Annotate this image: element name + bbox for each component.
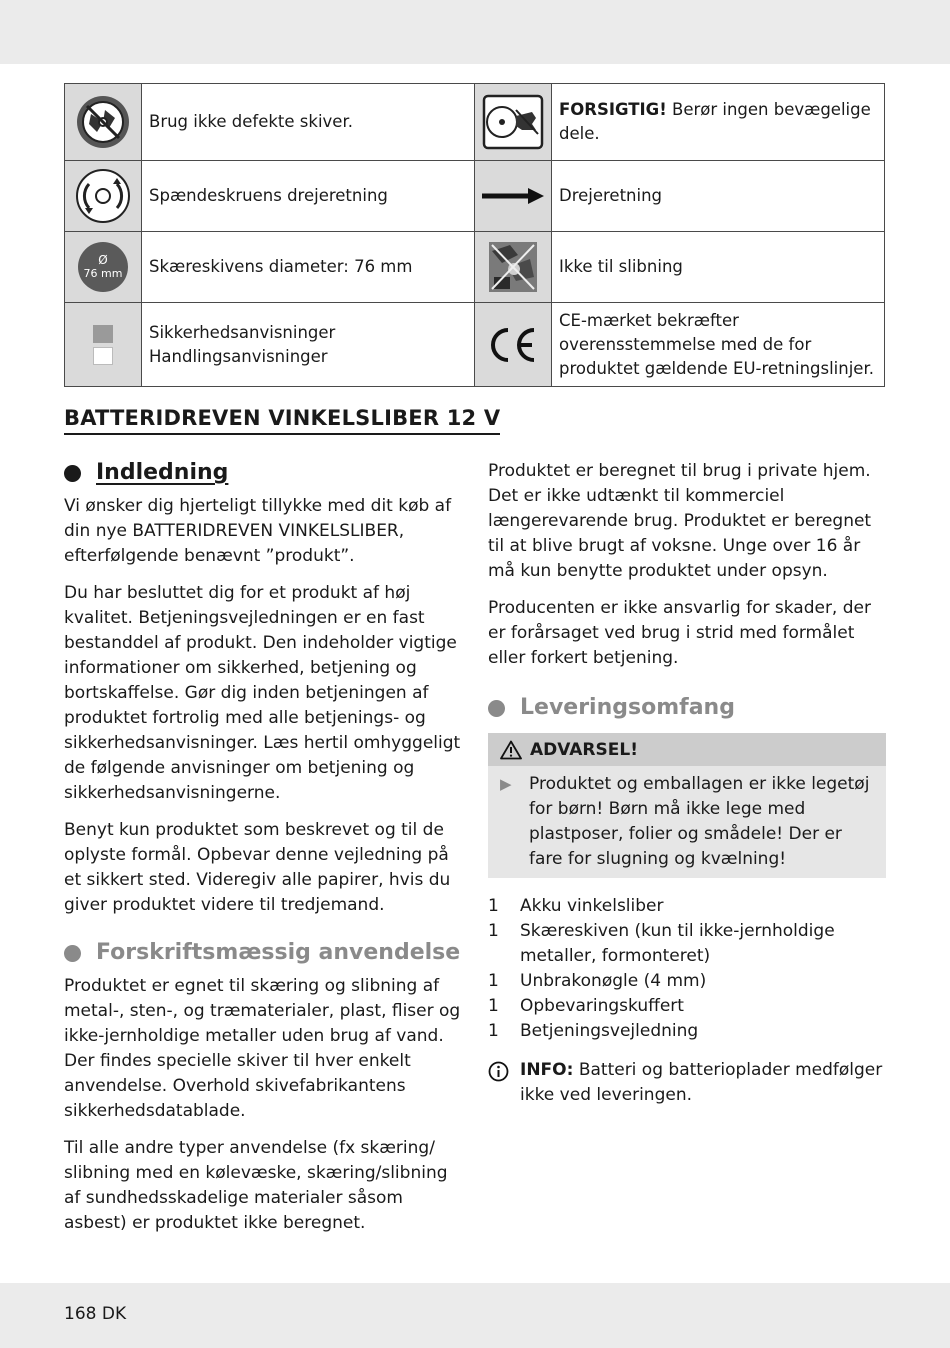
- symbol-text: CE-mærket bekræfter overensstemmelse med de for produktet gældende EU-retningslinjer.: [552, 303, 885, 387]
- list-item: 1 Unbrakonøgle (4 mm): [488, 971, 707, 991]
- play-arrow-icon: ▶: [500, 775, 512, 793]
- list-item: 1 Betjeningsvejledning: [488, 1021, 699, 1041]
- symbol-text: Drejeretning: [552, 161, 885, 232]
- symbol-text: FORSIGTIG! Berør ingen bevægelige dele.: [552, 84, 885, 161]
- info-icon: [488, 1058, 520, 1108]
- diameter-icon: [65, 232, 142, 303]
- moving-parts-icon: [475, 84, 552, 161]
- warning-title: ADVARSEL!: [530, 739, 638, 760]
- paragraph: Benyt kun produktet som beskrevet og til de oplyste formål. Opbevar denne vejledning på et sikkert sted. Videregiv alle papirer, hvis du giver produktet videre til tredjemand.: [64, 820, 451, 915]
- symbol-table: [64, 83, 885, 387]
- no-grinding-icon: [475, 232, 552, 303]
- symbol-text: Ikke til slibning: [552, 232, 885, 303]
- instruction-squares-icon: [65, 303, 142, 387]
- paragraph: Vi ønsker dig hjerteligt tillykke med dit køb af din nye BATTERIDREVEN VINKELSLIBER, efterfølgende benævnt ”produkt”.: [64, 496, 452, 566]
- left-column: [64, 458, 462, 1248]
- warning-body: [488, 766, 886, 872]
- bottom-band: [0, 1283, 950, 1348]
- right-column: [488, 459, 886, 1108]
- symbol-text: Brug ikke defekte skiver.: [142, 84, 475, 161]
- symbol-row: [65, 84, 885, 161]
- symbol-row: [65, 303, 885, 387]
- list-item: 1 Akku vinkelsliber: [488, 896, 664, 916]
- paragraph: Produktet er egnet til skæring og slibning af metal-, sten-, og træmaterialer, plast, fliser og ikke-jernholdige metaller uden brug af vand. Der findes specielle skiver til hver enkelt anvendelse. Overhold skivefabrikantens sikkerhedsdatablade.: [64, 976, 461, 1121]
- list-item: 1 Skæreskiven (kun til ikke-jernholdige metaller, formonteret): [488, 921, 835, 966]
- paragraph: Til alle andre typer anvendelse (fx skæring/ slibning med en kølevæske, skæring/slibning af sundhedsskadelige materialer såsom asbest) er produktet ikke beregnet.: [64, 1138, 448, 1233]
- delivery-list: [488, 894, 886, 1044]
- info-note: INFO: Batteri og batterioplader medfølger ikke ved leveringen.: [488, 1058, 886, 1108]
- symbol-row: [65, 161, 885, 232]
- paragraph: Producenten er ikke ansvarlig for skader, der er forårsaget ved brug i strid med formålet eller forkert betjening.: [488, 598, 871, 668]
- page-number: 168 DK: [64, 1304, 127, 1324]
- bullet-dot-icon: [64, 465, 81, 482]
- direction-arrow-icon: [475, 161, 552, 232]
- symbol-row: [65, 232, 885, 303]
- bullet-dot-icon: [64, 945, 81, 962]
- top-band: [0, 0, 950, 64]
- symbol-text: Sikkerhedsanvisninger Handlingsanvisninger: [142, 303, 475, 387]
- warning-text: Produktet og emballagen er ikke legetøj for børn! Børn må ikke lege med plastposer, folier og smådele! Der er fare for slugning og kvælning!: [529, 774, 870, 869]
- page-title: BATTERIDREVEN VINKELSLIBER 12 V: [64, 405, 500, 435]
- clamping-screw-rotation-icon: [65, 161, 142, 232]
- warning-triangle-icon: [500, 740, 522, 760]
- warning-header: [488, 733, 886, 766]
- list-item: 1 Opbevaringskuffert: [488, 996, 684, 1016]
- paragraph: Du har besluttet dig for et produkt af høj kvalitet. Betjeningsvejledningen er en fast bestanddel af produkt. Den indeholder vigtige informationer om sikkerhed, betjening og bortskaffelse. Gør dig inden betjeningen af produktet fortrolig med alle betjenings- og sikkerhedsanvisninger. Læs hertil omhyggeligt de følgende anvisninger om betjening og sikkerhedsanvisningerne.: [64, 583, 461, 803]
- section-heading-delivery: Leveringsomfang: [488, 693, 886, 723]
- section-heading-intended-use: Forskriftsmæssig anvendelse: [64, 938, 462, 968]
- damaged-disc-icon: [65, 84, 142, 161]
- ce-mark-icon: [475, 303, 552, 387]
- symbol-text: Skæreskivens diameter: 76 mm: [142, 232, 475, 303]
- svg-text:Ø: Ø: [98, 253, 108, 267]
- bullet-dot-icon: [488, 700, 505, 717]
- svg-text:76 mm: 76 mm: [83, 267, 123, 280]
- warning-box: [488, 733, 886, 878]
- paragraph: Produktet er beregnet til brug i private hjem. Det er ikke udtænkt til kommerciel længerevarende brug. Produktet er beregnet til at blive brugt af voksne. Unge over 16 år må kun benytte produktet under opsyn.: [488, 461, 872, 581]
- section-heading-intro: Indledning: [64, 458, 462, 488]
- symbol-text: Spændeskruens drejeretning: [142, 161, 475, 232]
